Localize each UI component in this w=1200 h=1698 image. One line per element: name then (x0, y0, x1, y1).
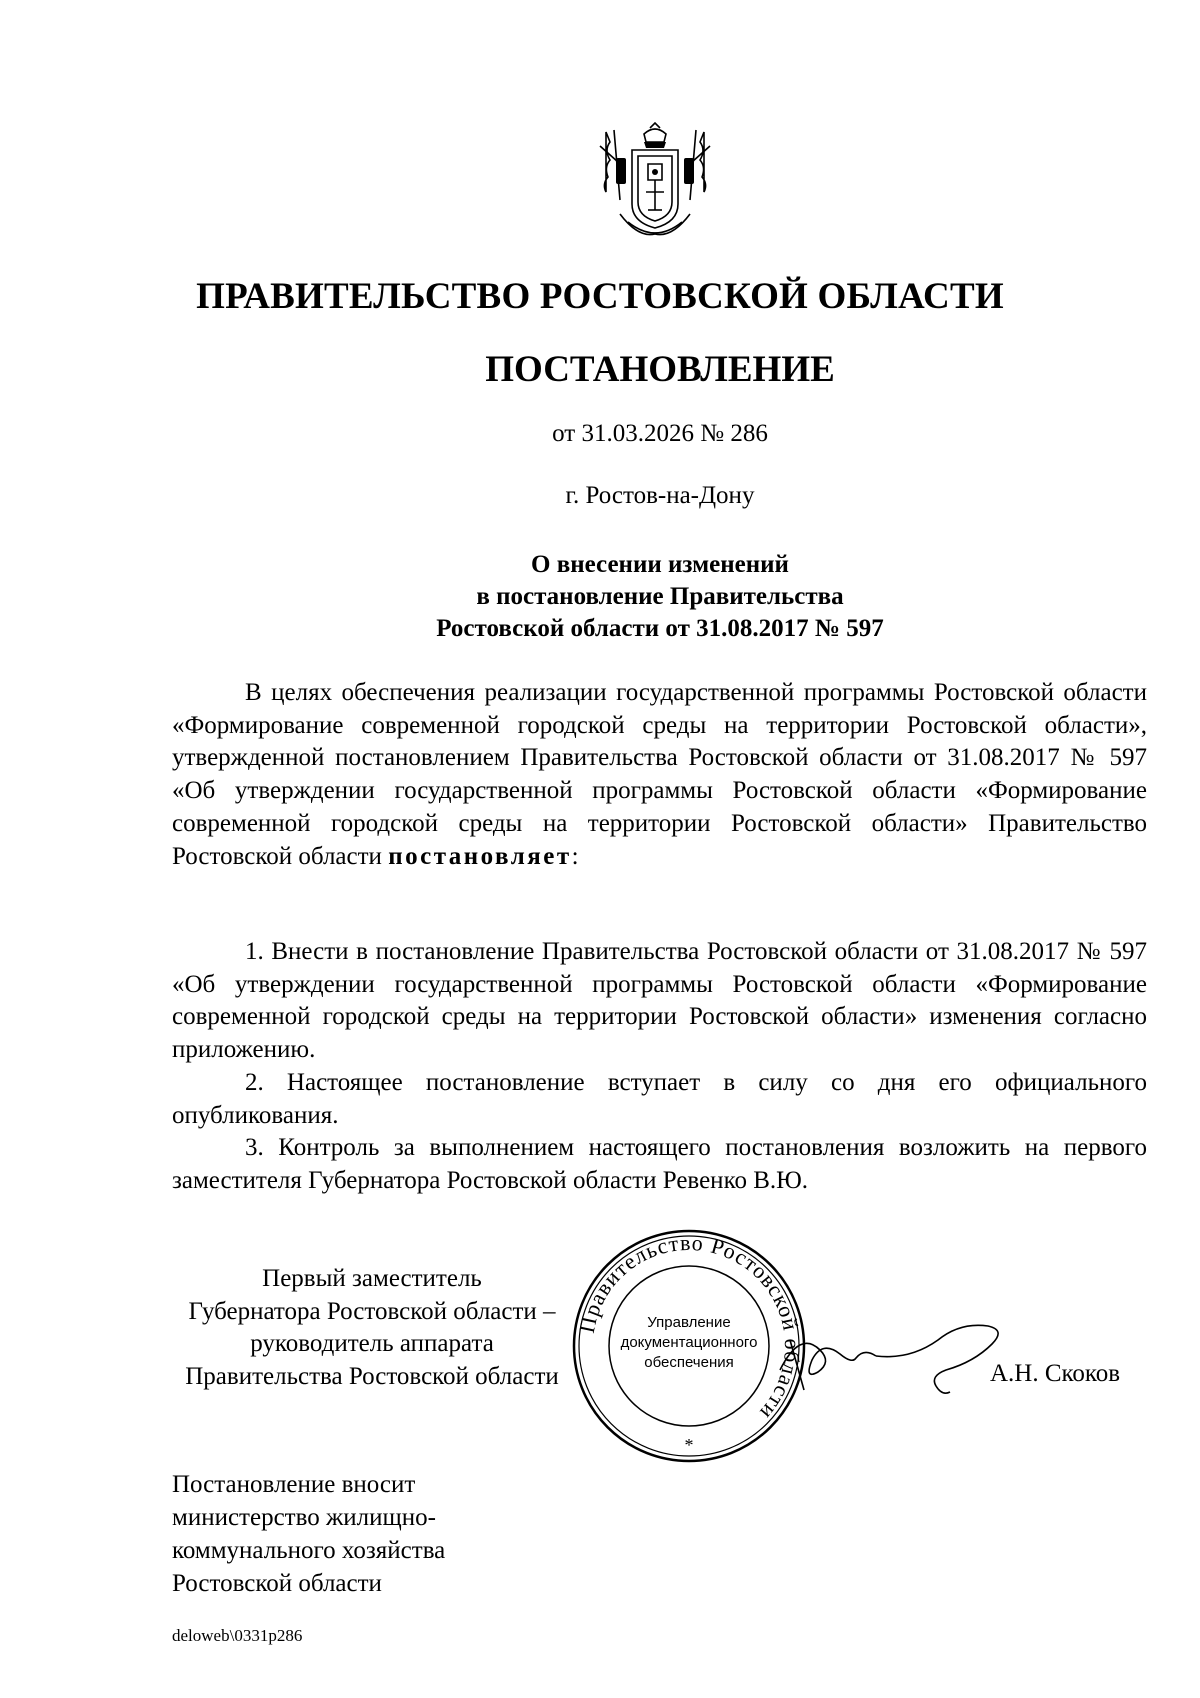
preamble (172, 677, 1147, 873)
submitter-note-line: министерство жилищно- (172, 1504, 436, 1531)
submitter-note (172, 1468, 572, 1600)
submitter-note-line: коммунального хозяйства (172, 1537, 446, 1564)
document-city: г. Ростов-на-Дону (565, 482, 755, 509)
stamp-ring-text: Правительство Ростовской области (573, 1229, 806, 1426)
decree-items (172, 936, 1147, 1198)
subject-line: в постановление Правительства (476, 583, 844, 610)
file-code: deloweb\0331p286 (172, 1626, 303, 1645)
signer-position (168, 1263, 576, 1393)
signer-position-line: руководитель аппарата (250, 1330, 494, 1357)
subject-line: О внесении изменений (531, 551, 789, 578)
decree-item-1: 1. Внести в постановление Правительства Ростовской области от 31.08.2017 № 597 «Об утверждении государственной программы Ростовской области «Формирование современной городской среды на территории Ростовской области» изменения согласно приложению. (172, 938, 1147, 1064)
stamp-center-line: документационного (620, 1334, 758, 1351)
rostov-region-coat-of-arms-icon (598, 122, 712, 244)
decree-punct: : (571, 842, 579, 870)
subject-line: Ростовской области от 31.08.2017 № 597 (436, 615, 884, 642)
official-stamp (570, 1227, 808, 1465)
stamp-star: * (684, 1435, 694, 1455)
stamp-center-line: обеспечения (644, 1354, 734, 1371)
decree-word: постановляет (388, 842, 572, 870)
stamp-center-line: Управление (647, 1314, 731, 1331)
organization-title: ПРАВИТЕЛЬСТВО РОСТОВСКОЙ ОБЛАСТИ (196, 276, 1004, 317)
submitter-note-line: Ростовской области (172, 1570, 382, 1597)
document-subject (0, 549, 1200, 645)
signer-position-line: Губернатора Ростовской области – (188, 1297, 556, 1325)
document-date-number: от 31.03.2026 № 286 (552, 420, 768, 447)
preamble-text: В целях обеспечения реализации государственной программы Ростовской области «Формирование современной городской среды на территории Ростовской области», утвержденной постановлением Правительства Ростовской области от 31.08.2017 № 597 «Об утверждении государственной программы Ростовской области «Формирование современной городской среды на территории Ростовской области» Правительство Ростовской области (172, 679, 1147, 870)
preamble-paragraph (172, 677, 1147, 873)
signer-position-line: Правительства Ростовской области (185, 1362, 559, 1390)
decree-item-2: 2. Настоящее постановление вступает в силу со дня его официального опубликования. (172, 1068, 1147, 1129)
decree-item-3: 3. Контроль за выполнением настоящего постановления возложить на первого заместителя Губернатора Ростовской области Ревенко В.Ю. (172, 1134, 1147, 1194)
signer-position-line: Первый заместитель (262, 1265, 482, 1292)
submitter-note-line: Постановление вносит (172, 1471, 416, 1498)
signer-name: А.Н. Скоков (990, 1360, 1121, 1387)
document-type: ПОСТАНОВЛЕНИЕ (485, 349, 835, 390)
